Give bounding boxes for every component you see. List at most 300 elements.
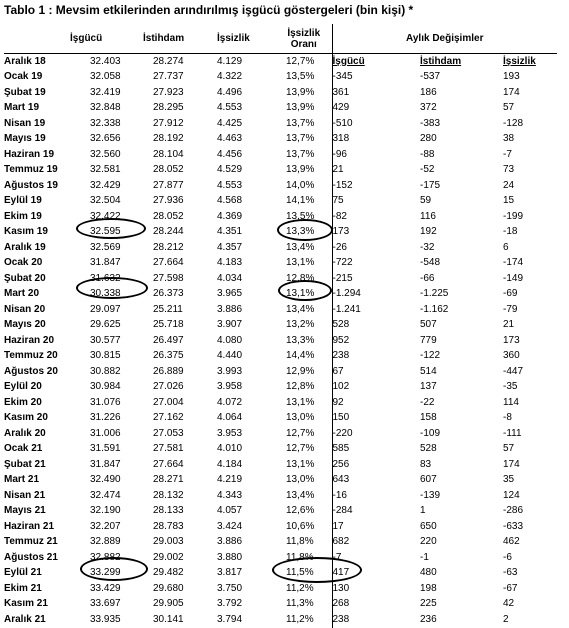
table-row: [4, 612, 557, 628]
period-cell: Eylül 21: [4, 567, 42, 579]
change-issizlik-cell: 24: [503, 179, 515, 191]
change-istihdam-cell: -22: [420, 396, 435, 408]
change-istihdam-cell: -139: [420, 489, 441, 501]
period-cell: Aralık 21: [4, 613, 46, 625]
table-row: [4, 256, 557, 272]
oran-cell: 12,7%: [286, 443, 315, 455]
period-cell: Mayıs 21: [4, 505, 46, 517]
isgucu-cell: 32.656: [90, 133, 121, 145]
change-isgucu-cell: 268: [332, 597, 410, 613]
isgucu-cell: 30.577: [90, 334, 121, 346]
header-issizlik-label: İşsizlik: [217, 33, 250, 44]
istihdam-cell: 28.052: [153, 210, 184, 222]
change-issizlik-cell: 114: [503, 396, 519, 408]
isgucu-cell: 32.569: [90, 241, 121, 253]
istihdam-cell: 28.104: [153, 148, 184, 160]
header-isgucu-label: İşgücü: [70, 33, 103, 44]
table-row: [4, 581, 557, 597]
oran-cell: 13,5%: [286, 71, 315, 83]
table-row: [4, 349, 557, 365]
change-issizlik-cell: 57: [503, 443, 515, 455]
isgucu-cell: 31.006: [90, 427, 121, 439]
table-row: [4, 209, 557, 225]
table-row: [4, 194, 557, 210]
change-isgucu-cell: -1.241: [332, 302, 410, 318]
period-cell: Ağustos 19: [4, 179, 58, 191]
subhead-istihdam: İstihdam: [420, 55, 462, 67]
change-issizlik-cell: 15: [503, 195, 515, 207]
table-row: [4, 178, 557, 194]
isgucu-cell: 33.935: [90, 613, 121, 625]
isgucu-cell: 32.429: [90, 179, 121, 191]
istihdam-cell: 29.482: [153, 567, 184, 579]
istihdam-cell: 28.132: [153, 489, 184, 501]
table-row: [4, 302, 557, 318]
change-isgucu-cell: 256: [332, 457, 410, 473]
istihdam-cell: 26.375: [153, 350, 184, 362]
isgucu-cell: 32.474: [90, 489, 121, 501]
istihdam-cell: 27.912: [153, 117, 184, 129]
change-istihdam-cell: 158: [420, 412, 437, 424]
period-cell: Temmuz 20: [4, 350, 58, 362]
change-issizlik-cell: -35: [503, 381, 518, 393]
change-issizlik-cell: 35: [503, 474, 515, 486]
table-row: [4, 101, 557, 117]
isgucu-cell: 32.190: [90, 505, 121, 517]
table-row: [4, 597, 557, 613]
issizlik-cell: 3.750: [217, 582, 243, 594]
change-istihdam-cell: 198: [420, 582, 437, 594]
change-istihdam-cell: 779: [420, 334, 437, 346]
change-issizlik-cell: 360: [503, 350, 520, 362]
change-isgucu-cell: -284: [332, 504, 410, 520]
change-isgucu-cell: 585: [332, 442, 410, 458]
istihdam-cell: 28.192: [153, 133, 184, 145]
table-row: [4, 240, 557, 256]
istihdam-cell: 29.680: [153, 582, 184, 594]
istihdam-cell: 27.664: [153, 257, 184, 269]
isgucu-cell: 29.097: [90, 303, 121, 315]
oran-cell: 13,1%: [286, 458, 315, 470]
oran-cell: 14,1%: [286, 195, 315, 207]
issizlik-cell: 3.792: [217, 598, 243, 610]
issizlik-cell: 3.817: [217, 567, 243, 579]
table-row: [4, 333, 557, 349]
oran-cell: 12,7%: [286, 427, 315, 439]
change-issizlik-cell: 173: [503, 334, 520, 346]
issizlik-cell: 4.322: [217, 71, 243, 83]
oran-cell: 13,5%: [286, 210, 315, 222]
change-istihdam-cell: 220: [420, 536, 437, 548]
change-issizlik-cell: 6: [503, 241, 509, 253]
issizlik-cell: 3.794: [217, 613, 243, 625]
table-row: [4, 442, 557, 458]
change-istihdam-cell: 137: [420, 381, 437, 393]
change-isgucu-cell: -26: [332, 240, 410, 256]
change-istihdam-cell: 59: [420, 195, 432, 207]
change-issizlik-cell: 57: [503, 102, 515, 114]
change-isgucu-cell: -7: [332, 550, 410, 566]
istihdam-cell: 27.737: [153, 71, 184, 83]
change-isgucu-cell: 643: [332, 473, 410, 489]
period-cell: Ocak 21: [4, 443, 43, 455]
istihdam-cell: 27.026: [153, 381, 184, 393]
oran-cell: 13,1%: [286, 257, 315, 269]
table-row: [4, 287, 557, 303]
change-istihdam-cell: 514: [420, 365, 437, 377]
issizlik-cell: 4.351: [217, 226, 243, 238]
period-cell: Nisan 20: [4, 303, 46, 315]
isgucu-cell: 33.697: [90, 598, 121, 610]
change-issizlik-cell: 73: [503, 164, 515, 176]
table-row: [4, 132, 557, 148]
oran-cell: 14,0%: [286, 179, 315, 191]
oran-cell: 13,3%: [286, 226, 315, 238]
istihdam-cell: 28.212: [153, 241, 184, 253]
isgucu-cell: 32.581: [90, 164, 121, 176]
change-issizlik-cell: 2: [503, 613, 509, 625]
period-cell: Mayıs 20: [4, 319, 46, 331]
istihdam-cell: 27.053: [153, 427, 184, 439]
header-period: [4, 24, 68, 54]
istihdam-cell: 28.274: [153, 55, 184, 67]
istihdam-cell: 29.905: [153, 598, 184, 610]
table-row: [4, 426, 557, 442]
header-issizlik: [213, 24, 276, 54]
change-issizlik-cell: -7: [503, 148, 512, 160]
issizlik-cell: 4.553: [217, 102, 243, 114]
change-istihdam-cell: 1: [420, 505, 426, 517]
table-row: [4, 318, 557, 334]
table-row: [4, 566, 557, 582]
isgucu-cell: 32.419: [90, 86, 121, 98]
istihdam-cell: 27.936: [153, 195, 184, 207]
change-istihdam-cell: 225: [420, 598, 437, 610]
change-istihdam-cell: 480: [420, 567, 437, 579]
isgucu-cell: 32.207: [90, 520, 121, 532]
change-isgucu-cell: 318: [332, 132, 410, 148]
oran-cell: 11,3%: [286, 598, 314, 610]
issizlik-cell: 3.965: [217, 288, 243, 300]
change-isgucu-cell: 417: [332, 566, 410, 582]
change-issizlik-cell: -69: [503, 288, 518, 300]
oran-cell: 13,7%: [286, 133, 315, 145]
change-istihdam-cell: 528: [420, 443, 437, 455]
period-cell: Ekim 19: [4, 210, 42, 222]
oran-cell: 12,6%: [286, 505, 315, 517]
header-isgucu: [68, 24, 141, 54]
isgucu-cell: 32.560: [90, 148, 121, 160]
change-istihdam-cell: -537: [420, 71, 441, 83]
isgucu-cell: 31.632: [90, 272, 121, 284]
change-issizlik-cell: -8: [503, 412, 512, 424]
oran-cell: 13,7%: [286, 148, 315, 160]
table-row: [4, 70, 557, 86]
istihdam-cell: 27.004: [153, 396, 184, 408]
issizlik-cell: 3.424: [217, 520, 243, 532]
istihdam-cell: 27.923: [153, 86, 184, 98]
table-row: [4, 271, 557, 287]
change-isgucu-cell: 67: [332, 364, 410, 380]
change-istihdam-cell: -66: [420, 272, 435, 284]
period-cell: Ocak 20: [4, 257, 43, 269]
oran-cell: 13,1%: [286, 396, 315, 408]
period-cell: Ağustos 20: [4, 365, 58, 377]
issizlik-cell: 4.034: [217, 272, 243, 284]
change-isgucu-cell: -96: [332, 147, 410, 163]
header-issizlik-orani: [276, 24, 332, 54]
header-istihdam: [141, 24, 213, 54]
table-row: [4, 163, 557, 179]
istihdam-cell: 28.052: [153, 164, 184, 176]
change-issizlik-cell: -128: [503, 117, 524, 129]
isgucu-cell: 33.299: [90, 567, 121, 579]
change-isgucu-cell: [332, 54, 410, 70]
period-cell: Temmuz 21: [4, 536, 58, 548]
isgucu-cell: 33.429: [90, 582, 121, 594]
oran-cell: 13,4%: [286, 489, 315, 501]
period-cell: Aralık 20: [4, 427, 46, 439]
change-isgucu-cell: 17: [332, 519, 410, 535]
isgucu-cell: 29.625: [90, 319, 121, 331]
change-istihdam-cell: 116: [420, 210, 436, 222]
isgucu-cell: 32.848: [90, 102, 121, 114]
istihdam-cell: 27.877: [153, 179, 184, 191]
period-cell: Mart 21: [4, 474, 40, 486]
istihdam-cell: 29.003: [153, 536, 184, 548]
change-isgucu-cell: -16: [332, 488, 410, 504]
oran-cell: 11,8%: [286, 536, 314, 548]
table-row: [4, 395, 557, 411]
change-istihdam-cell: 192: [420, 226, 437, 238]
change-isgucu-cell: 429: [332, 101, 410, 117]
change-isgucu-cell: 682: [332, 535, 410, 551]
table-row: [4, 85, 557, 101]
change-isgucu-cell: 528: [332, 318, 410, 334]
table-row: [4, 535, 557, 551]
subhead-isgucu: İşgücü: [332, 55, 365, 67]
table-row: [4, 457, 557, 473]
isgucu-cell: 32.058: [90, 71, 121, 83]
period-cell: Eylül 19: [4, 195, 42, 207]
change-issizlik-cell: -79: [503, 303, 518, 315]
change-issizlik-cell: 42: [503, 598, 515, 610]
issizlik-cell: 4.568: [217, 195, 243, 207]
period-cell: Ekim 20: [4, 396, 42, 408]
change-istihdam-cell: -1.225: [420, 288, 449, 300]
isgucu-cell: 31.847: [90, 257, 121, 269]
issizlik-cell: 3.993: [217, 365, 243, 377]
isgucu-cell: 31.591: [90, 443, 121, 455]
change-isgucu-cell: -1.294: [332, 287, 410, 303]
oran-cell: 13,3%: [286, 334, 315, 346]
issizlik-cell: 3.958: [217, 381, 243, 393]
issizlik-cell: 4.064: [217, 412, 243, 424]
issizlik-cell: 4.425: [217, 117, 243, 129]
period-cell: Aralık 19: [4, 241, 46, 253]
oran-cell: 13,9%: [286, 102, 315, 114]
oran-cell: 11,8%: [286, 551, 314, 563]
issizlik-cell: 4.072: [217, 396, 243, 408]
issizlik-cell: 4.184: [217, 458, 243, 470]
issizlik-cell: 4.529: [217, 164, 243, 176]
period-cell: Şubat 21: [4, 458, 46, 470]
issizlik-cell: 3.953: [217, 427, 243, 439]
isgucu-cell: 31.226: [90, 412, 121, 424]
change-issizlik-cell: -633: [503, 520, 524, 532]
change-issizlik-cell: -199: [503, 210, 524, 222]
change-istihdam-cell: 607: [420, 474, 437, 486]
issizlik-cell: 3.886: [217, 303, 243, 315]
change-issizlik-cell: 124: [503, 489, 520, 501]
istihdam-cell: 25.211: [153, 303, 183, 315]
change-issizlik-cell: -286: [503, 505, 524, 517]
issizlik-cell: 4.456: [217, 148, 243, 160]
istihdam-cell: 28.133: [153, 505, 184, 517]
oran-cell: 13,4%: [286, 241, 315, 253]
period-cell: Şubat 19: [4, 86, 46, 98]
oran-cell: 12,8%: [286, 381, 315, 393]
oran-cell: 14,4%: [286, 350, 315, 362]
change-issizlik-cell: -6: [503, 551, 512, 563]
change-istihdam-cell: 280: [420, 133, 437, 145]
period-cell: Şubat 20: [4, 272, 46, 284]
issizlik-cell: 4.496: [217, 86, 243, 98]
oran-cell: 13,0%: [286, 474, 315, 486]
isgucu-cell: 30.882: [90, 365, 121, 377]
change-isgucu-cell: -345: [332, 70, 410, 86]
period-cell: Mart 19: [4, 102, 40, 114]
isgucu-cell: 32.422: [90, 210, 121, 222]
change-isgucu-cell: 361: [332, 85, 410, 101]
change-isgucu-cell: 21: [332, 163, 410, 179]
change-istihdam-cell: -109: [420, 427, 441, 439]
issizlik-cell: 3.880: [217, 551, 243, 563]
issizlik-cell: 4.219: [217, 474, 243, 486]
header-monthly-changes: Aylık Değişimler: [332, 24, 557, 54]
isgucu-cell: 30.984: [90, 381, 121, 393]
issizlik-cell: 3.886: [217, 536, 243, 548]
issizlik-cell: 4.357: [217, 241, 243, 253]
change-isgucu-cell: -220: [332, 426, 410, 442]
issizlik-cell: 4.343: [217, 489, 243, 501]
istihdam-cell: 28.783: [153, 520, 184, 532]
issizlik-cell: 3.907: [217, 319, 243, 331]
oran-cell: 12,8%: [286, 272, 315, 284]
change-isgucu-cell: -215: [332, 271, 410, 287]
period-cell: Haziran 20: [4, 334, 55, 346]
change-isgucu-cell: 238: [332, 612, 410, 628]
header-oran-line1: İşsizlik: [287, 27, 321, 39]
change-isgucu-cell: 75: [332, 194, 410, 210]
change-istihdam-cell: -52: [420, 164, 435, 176]
change-isgucu-cell: 173: [332, 225, 410, 241]
period-cell: Ağustos 21: [4, 551, 58, 563]
change-istihdam-cell: -32: [420, 241, 435, 253]
table-row: [4, 225, 557, 241]
oran-cell: 13,9%: [286, 164, 315, 176]
isgucu-cell: 32.403: [90, 55, 121, 67]
istihdam-cell: 30.141: [153, 613, 184, 625]
change-isgucu-cell: -152: [332, 178, 410, 194]
period-cell: Nisan 21: [4, 489, 46, 501]
oran-cell: 13,2%: [286, 319, 315, 331]
table-row: [4, 54, 557, 70]
change-issizlik-cell: 193: [503, 71, 520, 83]
istihdam-cell: 26.497: [153, 334, 184, 346]
change-isgucu-cell: 102: [332, 380, 410, 396]
isgucu-cell: 32.338: [90, 117, 121, 129]
period-cell: Kasım 20: [4, 412, 48, 424]
isgucu-cell: 30.338: [90, 288, 121, 300]
table-row: [4, 473, 557, 489]
change-istihdam-cell: -88: [420, 148, 435, 160]
isgucu-cell: 32.490: [90, 474, 121, 486]
table-row: [4, 519, 557, 535]
istihdam-cell: 28.295: [153, 102, 184, 114]
issizlik-cell: 4.057: [217, 505, 243, 517]
isgucu-cell: 32.882: [90, 551, 121, 563]
period-cell: Mart 20: [4, 288, 40, 300]
change-issizlik-cell: -18: [503, 226, 518, 238]
change-istihdam-cell: 83: [420, 458, 432, 470]
change-issizlik-cell: [493, 54, 557, 70]
table-row: [4, 380, 557, 396]
issizlik-cell: 4.369: [217, 210, 243, 222]
istihdam-cell: 25.718: [153, 319, 184, 331]
period-cell: Haziran 21: [4, 520, 55, 532]
period-cell: Eylül 20: [4, 381, 42, 393]
period-cell: Ekim 21: [4, 582, 42, 594]
table-title: Tablo 1 : Mevsim etkilerinden arındırılmış işgücü göstergeleri (bin kişi) *: [4, 3, 414, 17]
change-istihdam-cell: 650: [420, 520, 437, 532]
isgucu-cell: 32.504: [90, 195, 121, 207]
table-row: [4, 116, 557, 132]
istihdam-cell: 27.581: [153, 443, 184, 455]
period-cell: Ocak 19: [4, 71, 43, 83]
oran-cell: 11,5%: [286, 567, 314, 579]
change-isgucu-cell: -510: [332, 116, 410, 132]
istihdam-cell: 26.373: [153, 288, 184, 300]
table-row: [4, 488, 557, 504]
isgucu-cell: 31.076: [90, 396, 121, 408]
change-isgucu-cell: 952: [332, 333, 410, 349]
period-cell: Temmuz 19: [4, 164, 58, 176]
oran-cell: 12,9%: [286, 365, 315, 377]
istihdam-cell: 26.889: [153, 365, 184, 377]
issizlik-cell: 4.553: [217, 179, 243, 191]
oran-cell: 13,1%: [286, 288, 315, 300]
period-cell: Nisan 19: [4, 117, 46, 129]
change-issizlik-cell: -67: [503, 582, 518, 594]
table-row: [4, 550, 557, 566]
change-issizlik-cell: -111: [503, 427, 522, 439]
change-issizlik-cell: -63: [503, 567, 518, 579]
oran-cell: 11,2%: [286, 582, 314, 594]
change-isgucu-cell: 150: [332, 411, 410, 427]
change-issizlik-cell: 21: [503, 319, 515, 331]
table-row: [4, 504, 557, 520]
period-cell: Aralık 18: [4, 55, 46, 67]
oran-cell: 13,7%: [286, 117, 315, 129]
subhead-issizlik: İşsizlik: [503, 55, 536, 67]
issizlik-cell: 4.010: [217, 443, 243, 455]
change-isgucu-cell: -82: [332, 209, 410, 225]
table-body: [4, 54, 557, 628]
change-issizlik-cell: 462: [503, 536, 520, 548]
change-isgucu-cell: -722: [332, 256, 410, 272]
issizlik-cell: 4.463: [217, 133, 243, 145]
